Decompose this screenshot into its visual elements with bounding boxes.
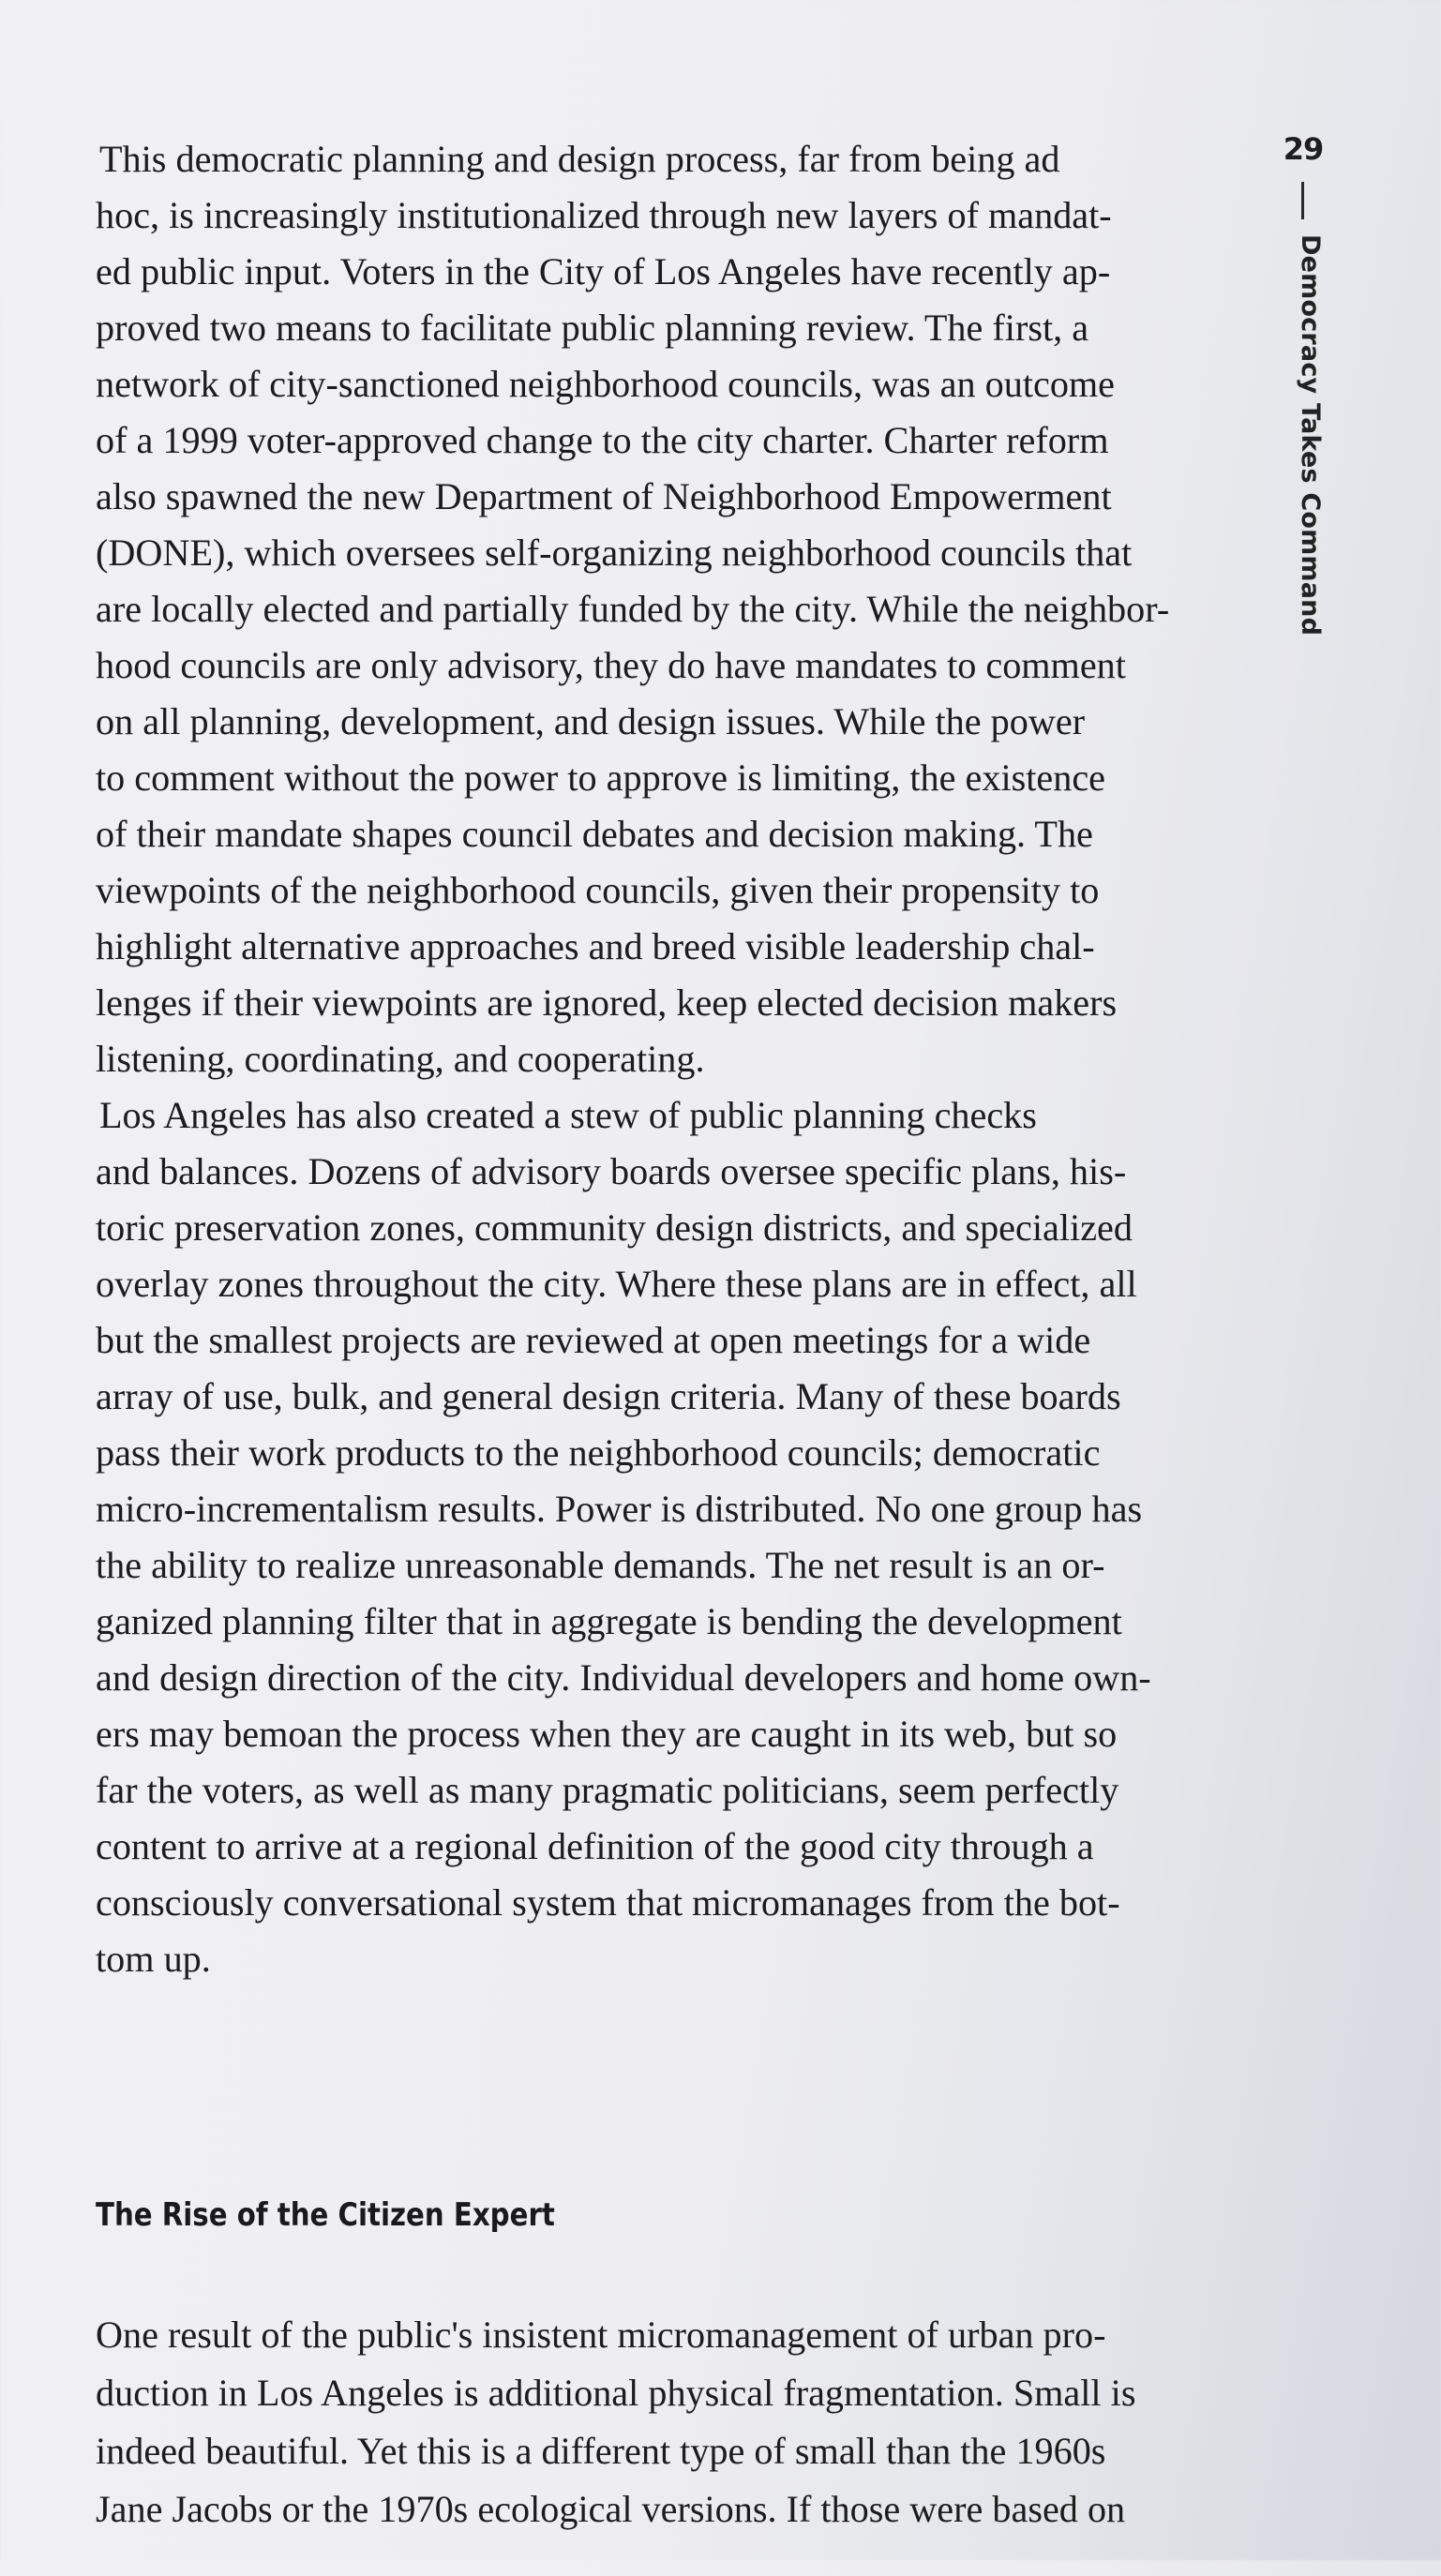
- text-line: hoc, is increasingly institutionalized through new layers of mandat-: [96, 194, 1112, 236]
- text-line: listening, coordinating, and cooperating.: [96, 1038, 705, 1080]
- paragraph-3: [96, 2306, 1191, 2539]
- paragraph-1: [96, 131, 1191, 1087]
- page-number: 29: [1283, 131, 1324, 167]
- text-line: ers may bemoan the process when they are caught in its web, but so: [96, 1713, 1118, 1755]
- text-line: of a 1999 voter-approved change to the city charter. Charter reform: [96, 419, 1109, 461]
- text-line: ganized planning filter that in aggregate is bending the development: [96, 1600, 1122, 1642]
- text-line: toric preservation zones, community design districts, and specialized: [96, 1206, 1133, 1249]
- text-line: far the voters, as well as many pragmatic politicians, seem perfectly: [96, 1769, 1119, 1811]
- section-heading: The Rise of the Citizen Expert: [96, 2196, 555, 2235]
- text-line: consciously conversational system that micromanages from the bot-: [96, 1881, 1120, 1924]
- text-line: to comment without the power to approve is limiting, the existence: [96, 756, 1106, 799]
- text-line: tom up.: [96, 1938, 211, 1980]
- text-line: the ability to realize unreasonable demands. The net result is an or-: [96, 1544, 1105, 1586]
- text-line: on all planning, development, and design issues. While the power: [96, 700, 1086, 742]
- text-line: indeed beautiful. Yet this is a different type of small than the 1960s: [96, 2430, 1106, 2473]
- text-line: ed public input. Voters in the City of Los Angeles have recently ap-: [96, 250, 1111, 292]
- text-line: pass their work products to the neighborhood councils; democratic: [96, 1431, 1101, 1474]
- text-line: highlight alternative approaches and breed visible leadership chal-: [96, 925, 1095, 967]
- body-text-upper: [96, 131, 1191, 1987]
- header-divider: [1301, 182, 1304, 219]
- text-line: content to arrive at a regional definition of the good city through a: [96, 1825, 1094, 1867]
- text-line: of their mandate shapes council debates and decision making. The: [96, 813, 1093, 855]
- text-line: (DONE), which oversees self-organizing neighborhood councils that: [96, 532, 1133, 574]
- text-line: Los Angeles has also created a stew of public planning checks: [99, 1094, 1037, 1136]
- text-line: proved two means to facilitate public planning review. The first, a: [96, 307, 1089, 349]
- text-line: hood councils are only advisory, they do have mandates to comment: [96, 644, 1126, 686]
- text-line: lenges if their viewpoints are ignored, keep elected decision makers: [96, 981, 1118, 1024]
- text-line: network of city-sanctioned neighborhood councils, was an outcome: [96, 363, 1116, 405]
- running-title: Democracy Takes Command: [1296, 234, 1325, 637]
- running-head: [1275, 131, 1341, 219]
- paragraph-2: [96, 1087, 1191, 1987]
- text-line: viewpoints of the neighborhood councils, given their propensity to: [96, 869, 1100, 911]
- text-line: and balances. Dozens of advisory boards oversee specific plans, his-: [96, 1150, 1127, 1192]
- text-line: This democratic planning and design process, far from being ad: [99, 138, 1060, 180]
- body-text-lower: [96, 2269, 1191, 2576]
- text-line: One result of the public's insistent micromanagement of urban pro-: [96, 2314, 1106, 2357]
- text-line: Jane Jacobs or the 1970s ecological versions. If those were based on: [96, 2488, 1126, 2531]
- text-line: are locally elected and partially funded by the city. While the neighbor-: [96, 588, 1170, 630]
- text-line: micro-incrementalism results. Power is distributed. No one group has: [96, 1488, 1143, 1530]
- text-line: and design direction of the city. Individual developers and home own-: [96, 1656, 1151, 1699]
- text-line: also spawned the new Department of Neighborhood Empowerment: [96, 475, 1112, 517]
- text-line: duction in Los Angeles is additional physical fragmentation. Small is: [96, 2372, 1136, 2415]
- text-line: array of use, bulk, and general design criteria. Many of these boards: [96, 1375, 1121, 1417]
- text-line: overlay zones throughout the city. Where these plans are in effect, all: [96, 1263, 1137, 1305]
- text-line: but the smallest projects are reviewed at open meetings for a wide: [96, 1319, 1091, 1361]
